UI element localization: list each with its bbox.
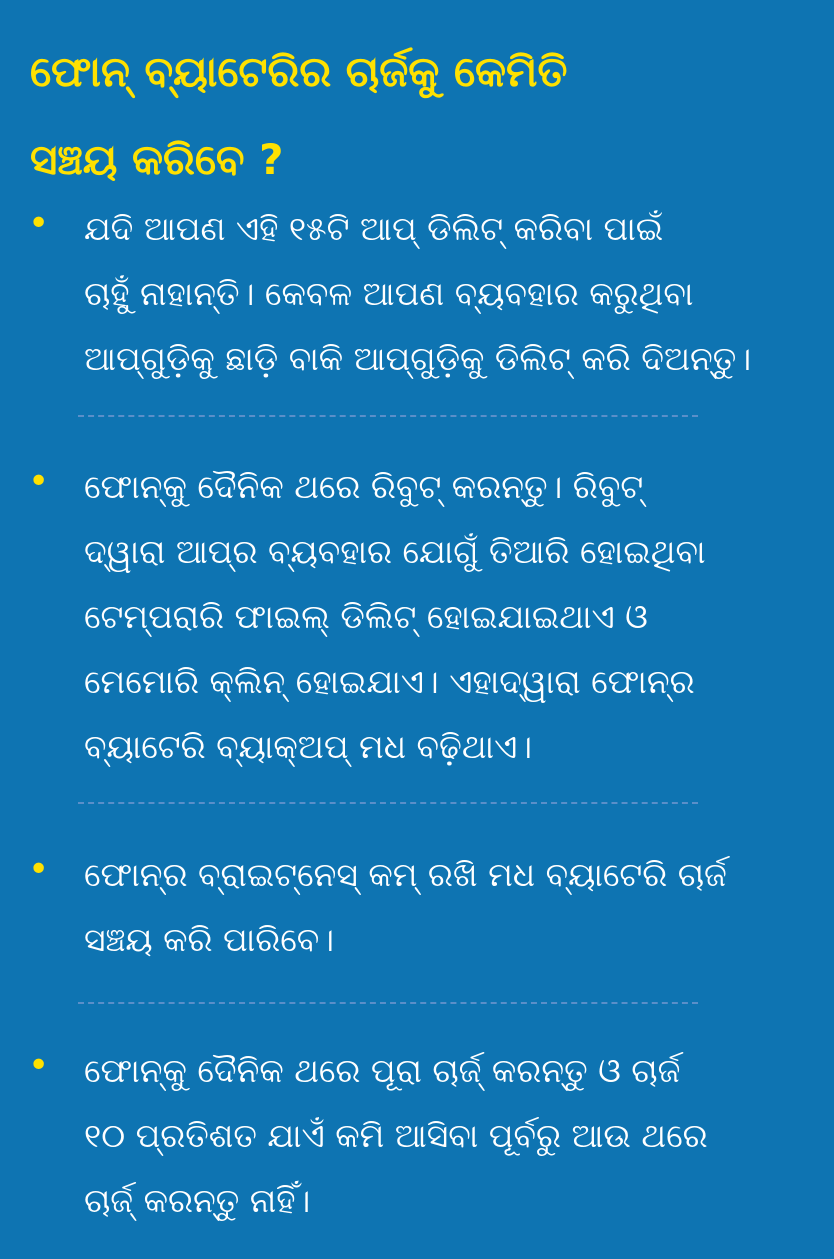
tip-line: ଫୋନ୍‌କୁ ଦୈନିକ ଥରେ ରିବୁଟ୍ କରନ୍ତୁ। ରିବୁଟ୍ xyxy=(84,467,644,506)
tip-text xyxy=(84,454,824,779)
tip-item-3 xyxy=(28,842,818,982)
tip-line: ଆପ୍‌ଗୁଡ଼ିକୁ ଛାଡ଼ି ବାକି ଆପ୍‌ଗୁଡ଼ିକୁ ଡିଲିଟ୍ କରି ଦିଅନ୍ତୁ। xyxy=(84,339,752,378)
tip-item-2 xyxy=(28,454,818,784)
page-title xyxy=(30,28,810,204)
title-line-1: ଫୋନ୍ ବ୍ୟାଟେରିର ଚାର୍ଜକୁ କେମିତି xyxy=(30,47,568,96)
bullet-icon: • xyxy=(28,849,50,890)
tip-line: ସଞ୍ଚୟ କରି ପାରିବେ। xyxy=(84,920,335,959)
section-divider xyxy=(78,1002,698,1004)
title-line-2: ସଞ୍ଚୟ କରିବେ ? xyxy=(30,135,284,184)
bullet-icon: • xyxy=(28,1045,50,1086)
tip-text xyxy=(84,196,824,391)
bullet-icon: • xyxy=(28,461,50,502)
bullet-icon: • xyxy=(28,203,50,244)
tip-line: ୧୦ ପ୍ରତିଶତ ଯାଏଁ କମି ଆସିବା ପୂର୍ବରୁ ଆଉ ଥରେ xyxy=(84,1116,708,1155)
tip-line: ଦ୍ୱାରା ଆପ୍‌ର ବ୍ୟବହାର ଯୋଗୁଁ ତିଆରି ହୋଇଥିବା xyxy=(84,532,706,571)
tip-line: ଫୋନ୍‌ର ବ୍ରାଇଟ୍‌ନେସ୍ କମ୍ ରଖି ମଧ ବ୍ୟାଟେରି ଚାର୍ଜ xyxy=(84,855,727,894)
tip-line: ମେମୋରି କ୍ଲିନ୍ ହୋଇଯାଏ। ଏହାଦ୍ୱାରା ଫୋନ୍‌ର xyxy=(84,662,695,701)
section-divider xyxy=(78,415,698,417)
tip-text xyxy=(84,1038,824,1233)
tip-item-4 xyxy=(28,1038,818,1238)
tip-line: ଯଦି ଆପଣ ଏହି ୧୫ଟି ଆପ୍ ଡିଲିଟ୍ କରିବା ପାଇଁ xyxy=(84,209,664,248)
tip-item-1 xyxy=(28,196,818,396)
tip-line: ଟେମ୍ପରାରି ଫାଇଲ୍ ଡିଲିଟ୍ ହୋଇଯାଇଥାଏ ଓ xyxy=(84,597,648,636)
tip-line: ଚାର୍ଜ୍ କରନ୍ତୁ ନାହିଁ। xyxy=(84,1181,311,1220)
tip-line: ବ୍ୟାଟେରି ବ୍ୟାକ୍‌ଅପ୍ ମଧ ବଢ଼ିଥାଏ। xyxy=(84,727,533,766)
tip-line: ଫୋନ୍‌କୁ ଦୈନିକ ଥରେ ପୂରା ଚାର୍ଜ୍ କରନ୍ତୁ ଓ ଚାର୍ଜ xyxy=(84,1051,681,1090)
tip-line: ଚାହୁଁ ନାହାନ୍ତି। କେବଳ ଆପଣ ବ୍ୟବହାର କରୁଥିବା xyxy=(84,274,694,313)
tip-text xyxy=(84,842,824,972)
section-divider xyxy=(78,802,698,804)
